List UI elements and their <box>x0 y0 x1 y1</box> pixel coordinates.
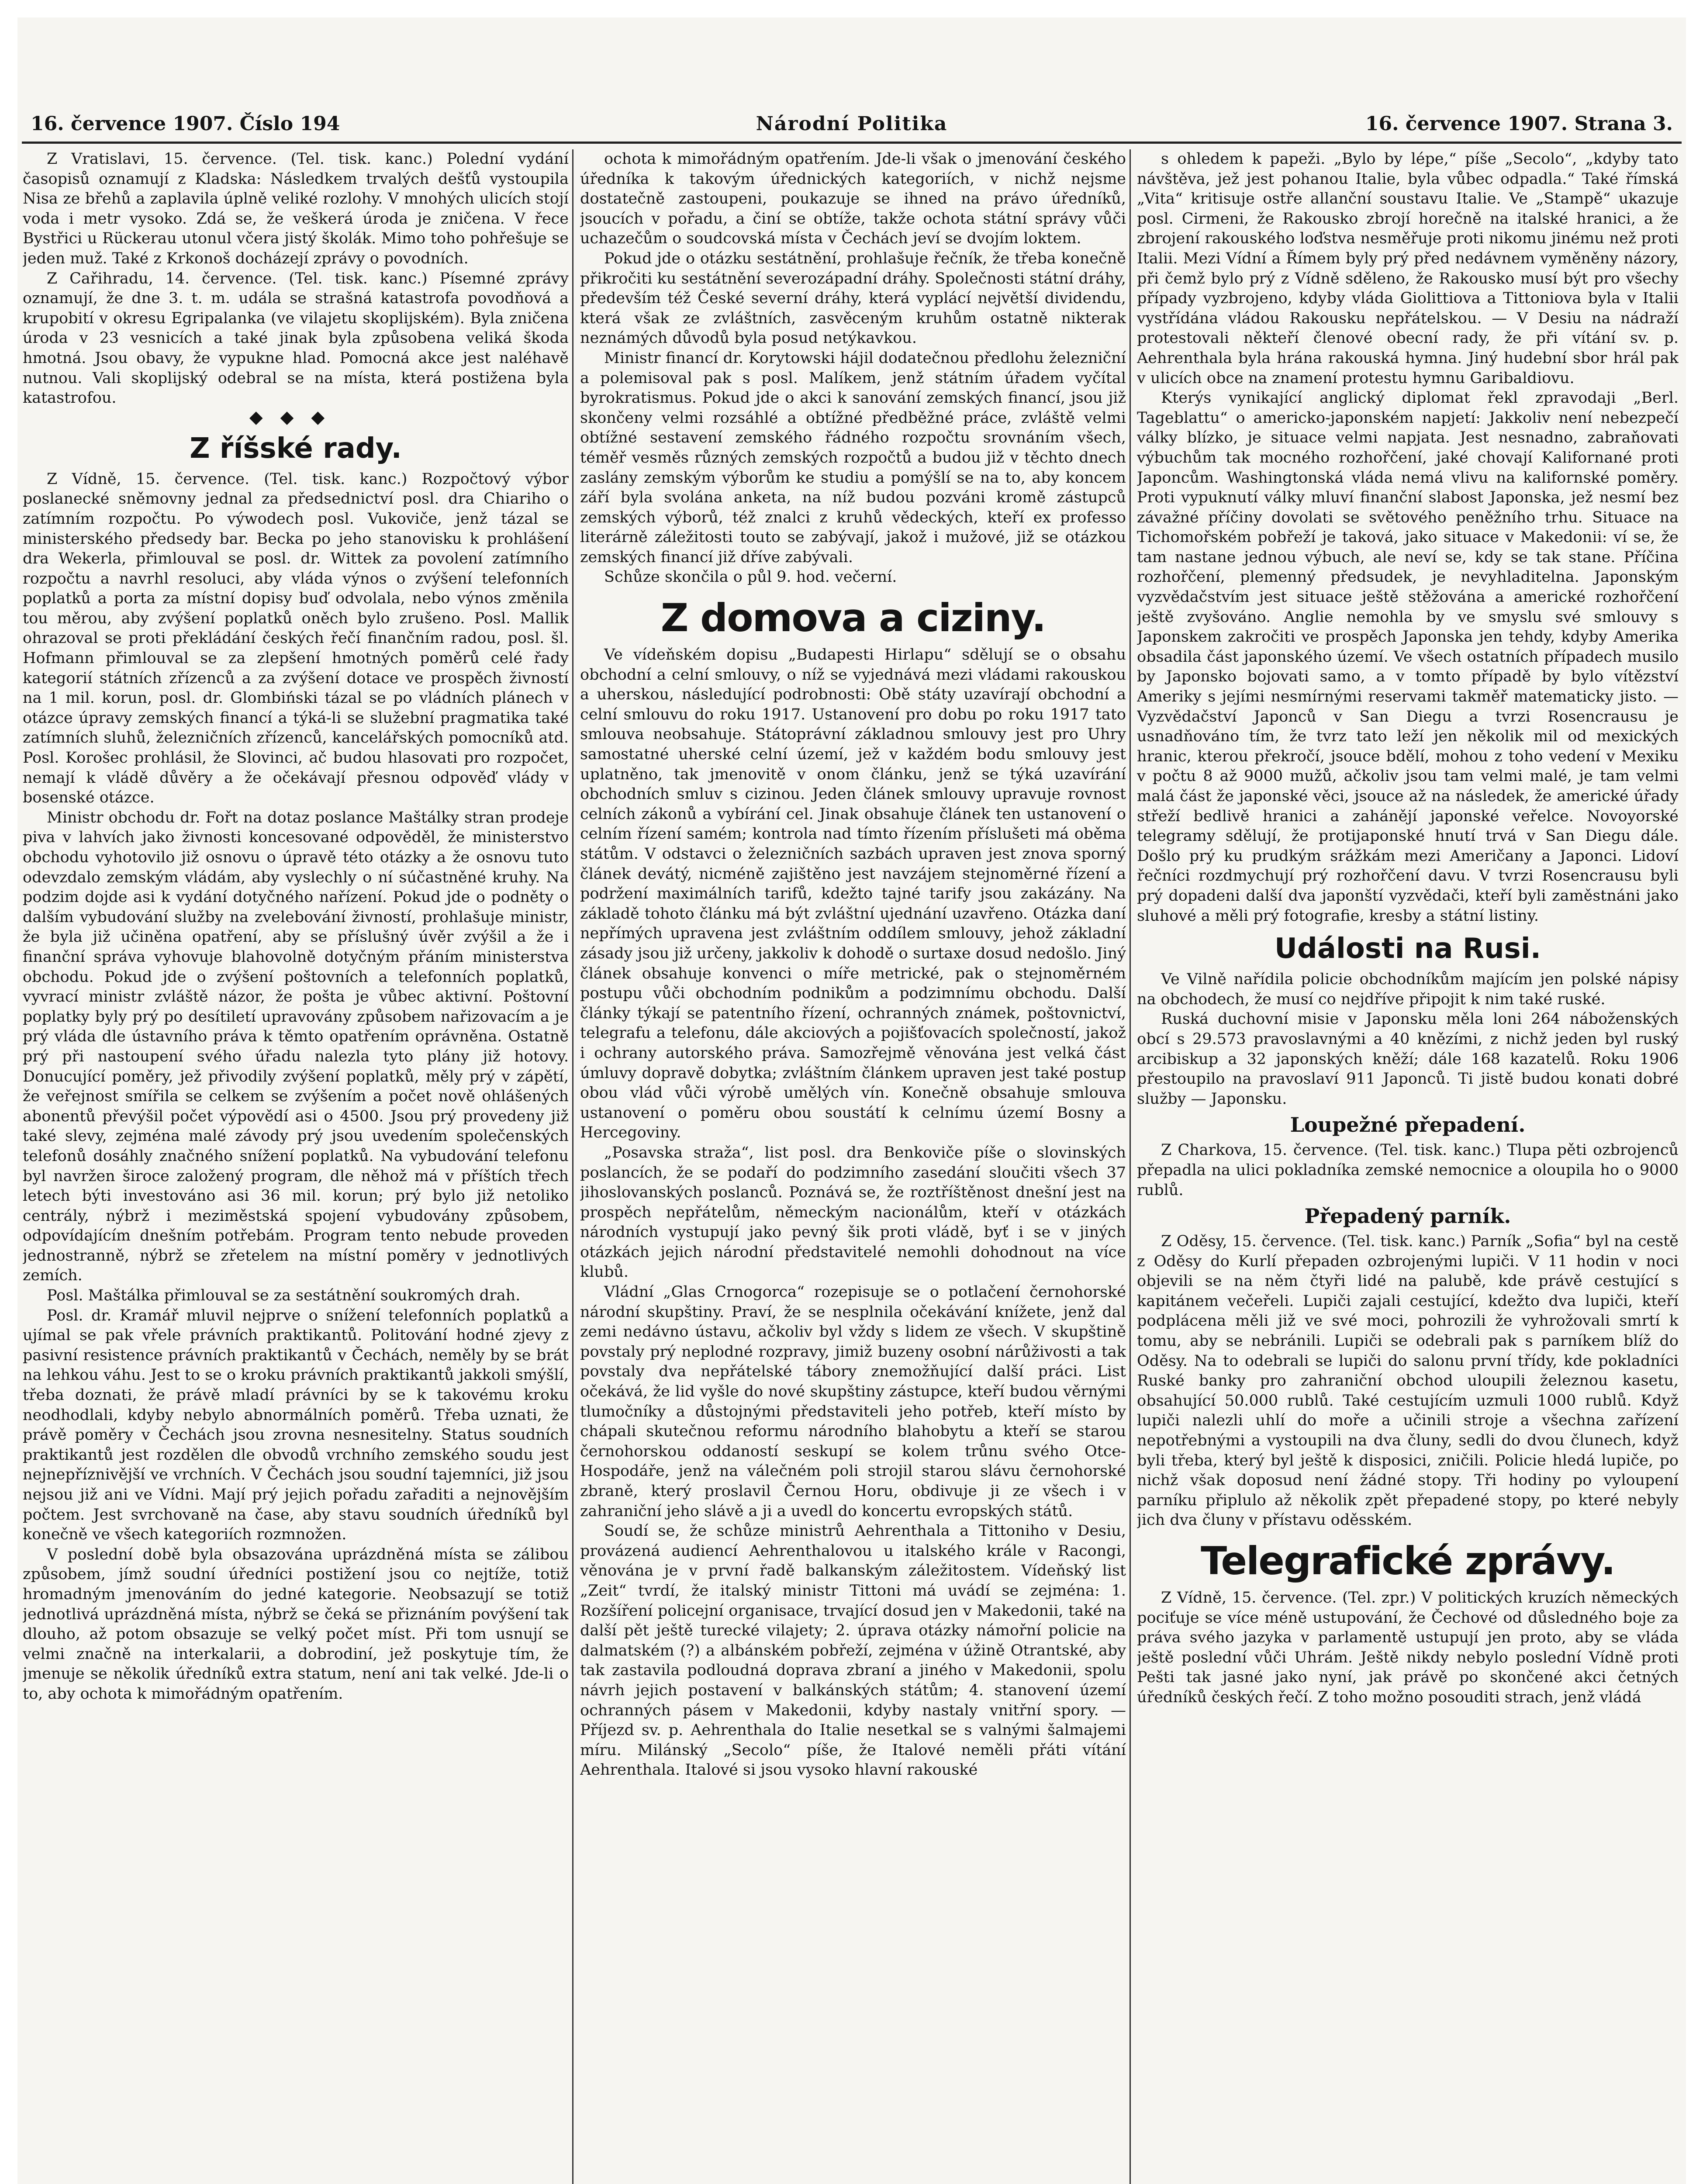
subsection-heading: Přepadený parník. <box>1304 1204 1511 1228</box>
article-paragraph: Pokud jde o otázku sestátnění, prohlašuje řečník, že třeba konečně přikročiti ku sestátnění severozápadní dráhy. Společnosti státní dráhy, především též České severní dráhy, která vyplácí největší dividendu, která však ze zvláštních, zasvěceným kruhům ostatně nikterak neznámých důvodů byla posud netýkavkou. <box>580 249 1126 347</box>
article-paragraph: Posl. dr. Kramář mluvil nejprve o snížení telefonních poplatků a ujímal se pak vřele právních praktikantů. Politování hodné zjevy z pasivní resistence právních praktikantů v Čechách, neměly by se brát na lehkou váhu. Jest to se o kroku právních praktikantů jakkoli smýšlí, třeba doznati, že právě mladí právníci by se k takovému kroku neodhodlali, kdyby nebylo abnormálních poměrů. Třeba uznati, že právě poměry v Čechách jsou zrovna nesnesitelny. Status soudních praktikantů jest rozdělen dle obvodů vrchního zemského soudu jest nejnepříznivější ve vrchních. V Čechách jsou soudní tajemníci, již jsou nejsou již ani ve Vídni. Mají prý jejich pořadu zařaditi a nejnovějším počtem. Jest svrchovaně na čase, aby stavu soudních úředníků byl konečně ve všech kategoriích rozmnožen. <box>23 1306 569 1544</box>
article-paragraph: Z Oděsy, 15. července. (Tel. tisk. kanc.) Parník „Sofia“ byl na cestě z Oděsy do Kurlí přepaden ozbrojenými lupiči. V 11 hodin v noci objevili se na něm čtyři lidé na palubě, kde právě cestující s kapitánem večeřeli. Lupiči zajali cestující, kdežto dva lupiči, kteří podplácena měli již ve své moci, pohrozili že vyhrožovali smrtí k tomu, aby se nebránili. Lupiči se odebrali pak s parníkem blíž do Oděsy. Na to odebrali se lupiči do salonu první třídy, kde pokladníci Ruské banky pro zahraniční obchod uloupili železnou kasetu, obsahující 50.000 rublů. Také cestujícím uzmuli 1000 rublů. Když lupiči nalezli uhlí do moře a učinili stroje a všechna zařízení nepotřebnými a vystoupili na dva čluny, sedli do dvou člunech, když byli třeba, který byl ještě k disposici, zničili. Policie hledá lupiče, po nichž však doposud není žádné stopy. Tři hodiny po vyloupení parníku připlulo až několik zpět přepadené stopy, po které nebyly jich dva čluny v přístavu oděsském. <box>1137 1233 1679 1529</box>
article-paragraph: V poslední době byla obsazována uprázdněná místa se zálibou způsobem, jímž soudní úředníci postižení jsou co nejtíže, totiž hromadným jmenováním do jedné kategorie. Neobsazují se totiž jednotlivá uprázdněná místa, nýbrž se čeká se přiznáním povýšení tak dlouho, až potom obsazuje se velký počet míst. Při tom usnují se velmi značně na interkalarii, a dobrodiní, jež poskytuje tím, že jmenuje se několik úředníků extra statum, není ani tak velké. Jde-li o to, aby ochota k mimořádným opatřením. <box>23 1545 569 1703</box>
header-date-page: 16. července 1907. Strana 3. <box>1365 113 1673 135</box>
header-rule <box>22 142 1682 144</box>
column-1 <box>23 149 569 2184</box>
column-separator <box>1130 149 1131 2184</box>
column-3 <box>1137 149 1679 2184</box>
article-paragraph: Posl. Maštálka přimlouval se za sestátnění soukromých drah. <box>47 1287 521 1305</box>
section-heading: Události na Rusi. <box>1275 933 1541 965</box>
article-paragraph: Ministr financí dr. Korytowski hájil dodatečnou předlohu železniční a polemisoval pak s posl. Malíkem, jenž státním úřadem vyčítal byrokratismus. Pokud jde o akci k sanování zemských financí, jsou již skončeny velmi rozsáhlé a obtížné předběžné práce, zvláště velmi obtížné sestavení zemského řádného rozpočtu srovnáním všech, téměř vesměs různých zemských rozpočtů a budou již v těchto dnech zaslány zemským výborům ke studiu a pomýšlí se na to, aby koncem září byla svolána anketa, na níž budou pozváni kromě zástupců zemských výborů, též znalci z kruhů vědeckých, kteří ex professo literárně záležitosti touto se zabývají, jakož i mužové, již se otázkou zemských financí již dříve zabývali. <box>580 349 1126 566</box>
section-ornament: ◆◆◆ <box>249 407 342 427</box>
article-paragraph: s ohledem k papeži. „Bylo by lépe,“ píše „Secolo“, „kdyby tato návštěva, jež jest pohanou Italie, byla vůbec odpadla.“ Také římská „Vita“ kritisuje ostře allanční soustavu Italie. Ve „Stampě“ ukazuje posl. Cirmeni, že Rakousko zbrojí horečně na italské hranici, a že zbrojení rakouského loďstva nesměřuje proti nikomu jinému než proti Italii. Mezi Vídní a Římem byly prý před nedávnem vyměněny názory, při čemž bylo prý z Vídně sděleno, že Rakousko musí být pro všechy případy vyzbrojeno, kdyby vláda Giolittiova a Tittoniova byla v Italii vystřídána vládou Rakousku nepřátelskou. — V Desiu na nádraží protestovali někteří členové obecní rady, že při vítání sv. p. Aehrenthala byla hrána rakouská hymna. Jiný hudební sbor hrál pak v ulicích obce na znamení protestu hymnu Garibaldiovu. <box>1137 150 1679 387</box>
page-header <box>26 113 1677 138</box>
article-paragraph: Soudí se, že schůze ministrů Aehrenthala a Tittoniho v Desiu, provázená audiencí Aehrenthalovou u italského krále v Racongi, věnována je v první řadě balkanským záležitostem. Vídeňský list „Zeit“ tvrdí, že italský ministr Tittoni má uvádí se zejména: 1. Rozšíření policejní organisace, trvající dosud jen v Makedonii, také na další pět ještě turecké vilajety; 2. úprava otázky námořní policie na dalmatském (?) a albánském pobřeží, zejména v úžině Otrantské, aby tak zastavila podloudná doprava zbraní a jiného v Makedonii, spolu návrh jejich postavení v balkánských státům; 4. stanovení území ochranných pásem v Makedonii, kdyby nastaly vnitřní spory. — Příjezd sv. p. Aehrenthala do Italie nesetkal se s valnými šalmajemi míru. Milánský „Secolo“ píše, že Italové neměli přáti vítání Aehrenthala. Italové si jsou vysoko hlavní rakouské <box>580 1522 1126 1779</box>
article-paragraph: Vládní „Glas Crnogorca“ rozepisuje se o potlačení černohorské národní skupštiny. Praví, že se nesplnila očekávání knížete, jenž dal zemi nedávno ústavu, ačkoliv byl vždy s lidem ze všech. V skupštině povstaly prý neplodné rozpravy, jimiž buzeny osobní nárůživosti a tak povstaly dva nepřátelské tábory znemožňující další práci. List očekává, že lid vyšle do nové skupštiny zástupce, kteří budou věrnými tlumočníky a důstojnými představiteli jeho potřeb, kteří místo by chápali skutečnou reformu národního blahobytu a kteří se starou černohorskou oddaností seskupí se kolem trůnu svého Otce-Hospodáře, jenž na válečném poli strojil starou slávu černohorské zbraně, který proslavil Černou Horu, obdivuje ji ze všech i v zahraniční jeho slávě a ji a uvedl do koncertu evropských států. <box>580 1283 1126 1520</box>
article-paragraph: „Posavska straža“, list posl. dra Benkoviče píše o slovinských poslancích, že se podaří do podzimního zasedání sloučiti všech 37 jihoslovanských poslanců. Poznává se, že roztříštěnost dnešní jest na prospěch nepřátelům, německým nacionálům, kteří v otázkách národních vystupují jako pevný šik proti vládě, byť i se v jiných otázkách jejich národní představitelé nemohli dohodnout na více klubů. <box>580 1144 1126 1281</box>
section-heading: Z říšské rady. <box>190 432 402 465</box>
article-paragraph: ochota k mimořádným opatřením. Jde-li však o jmenování českého úředníka k takovým úřednických kategoriích, v nichž nejsme dostatečně zastoupeni, poukazuje se ihned na právo úředníků, jsoucích v pořadu, a činí se obtíže, takže ochota státní správy vůči uchazečům o soudcovská místa v Čechách jeví se dvojím loktem. <box>580 150 1126 248</box>
section-heading: Telegrafické zprávy. <box>1201 1538 1615 1583</box>
subsection-heading: Loupežné přepadení. <box>1290 1113 1526 1137</box>
article-paragraph: Ruská duchovní misie v Japonsku měla loni 264 náboženských obcí s 29.573 pravoslavnými a 40 knězími, z nichž jeden byl ruský arcibiskup a 32 japonských kněží; dále 168 kazatelů. Roku 1906 přestoupilo na pravoslaví 911 Japonců. Ti jistě budou konati dobré služby — Japonsku. <box>1137 1010 1679 1108</box>
article-paragraph: Z Vídně, 15. července. (Tel. tisk. kanc.) Rozpočtový výbor poslanecké sněmovny jednal za předsednictví posl. dra Chiariho o zatímním rozpočtu. Po výwodech posl. Vukoviče, jenž tázal se ministerského předsedy bar. Becka po jeho stanovisku k prohlášení dra Wekerla, přimlouval se posl. dr. Wittek za povolení zatímního rozpočtu a navrhl resoluci, aby vláda výnos o zvýšení telefonních poplatků a porta za místní dopisy buď odvolala, nebo výnos změnila tou měrou, aby zvýšení poplatků oněch bylo zrušeno. Posl. Mallik ohrazoval se proti překládání českých řečí finančním radou, posl. šl. Hofmann přimlouval se za zlepšení hmotných poměrů celé řady kategorií státních zřízenců a za zvýšení dotace ve prospěch živností na 1 mil. korun, posl. dr. Glombiński tázal se po vládních plánech v otázce úpravy zemských financí a týká-li se služební pragmatika také zatímních sluhů, železničních zřízenců, kancelářských pomocníků atd. Posl. Korošec prohlásil, že Slovinci, ač budou hlasovati pro rozpočet, nemají k vládě důvěry a že očekávají přesnou odpověď vlády v bosenské otázce. <box>23 470 569 807</box>
article-paragraph: Z Vratislavi, 15. července. (Tel. tisk. kanc.) Polední vydání časopisů oznamují z Kladska: Následkem trvalých dešťů vystoupila Nisa ze břehů a zaplavila úplně veliké rozlohy. V mnohých ulicích stojí voda i metr vysoko. Zdá se, že veškerá úroda je zničena. V řece Bystřici u Rückerau utonul včera jistý školák. Mimo toho pohřešuje se jeden muž. Také z Krkonoš docházejí zprávy o povodních. <box>23 150 569 267</box>
column-separator <box>572 149 573 2184</box>
article-paragraph: Z Vídně, 15. července. (Tel. zpr.) V politických kruzích německých pociťuje se více méně ustupování, že Čechové od důsledného boje za práva svého jazyka v parlamentě ustupují jen proto, aby se vláda ještě poslední vůči Uhrám. Ještě nikdy nebylo poslední Vídně proti Pešti tak jasné jako nyní, jak právě po skončené akci četných úředníků českých řečí. Z toho možno posouditi strach, jenž vládá <box>1137 1589 1679 1706</box>
article-paragraph: Z Cařihradu, 14. července. (Tel. tisk. kanc.) Písemné zprávy oznamují, že dne 3. t. m. udála se strašná katastrofa povodňová a krupobití v okresu Egripalanka (ve vilajetu skoplijském). Byla zničena úroda v 23 vesnicích a také jinak byla způsobena veliká škoda hmotná. Jsou obavy, že vypukne hlad. Pomocná akce jest naléhavě nutnou. Vali skoplijský odebral se na místa, která postižena byla katastrofou. <box>23 270 569 407</box>
newspaper-page <box>17 17 1686 2184</box>
article-paragraph: Z Charkova, 15. července. (Tel. tisk. kanc.) Tlupa pěti ozbrojenců přepadla na ulici pokladníka zemské nemocnice a oloupila ho o 9000 rublů. <box>1137 1141 1679 1199</box>
column-2 <box>580 149 1126 2184</box>
masthead-title: Národní Politika <box>756 113 948 135</box>
article-paragraph: Schůze skončila o půl 9. hod. večerní. <box>604 568 897 586</box>
article-paragraph: Kterýs vynikající anglický diplomat řekl zpravodaji „Berl. Tageblattu“ o americko-japonském napjetí: Jakkoliv není nebezpečí války blízko, je situace velmi napjata. Jest nesnadno, zabraňovati výbuchům tak mocného rozhořčení, jaké chovají Kalifornané proti Japoncům. Washingtonská vláda nemá vlivu na kalifornské poměry. Proti vypuknutí války mluví finanční slabost Japonska, jež nesmí bez závažné příčiny dovolati se světového peněžního trhu. Situace na Tichomořském pobřeží je taková, jako situace v Makedonii: ví se, že tam nastane jednou výbuch, ale neví se, kdy se tak stane. Příčina rozhořčení, plemenný předsudek, je nevyhladitelna. Japonským vyzvědačstvím jest situace ještě stěžována a americké rozhořčení ještě zvyšováno. Anglie nemohla by ve smyslu své smlouvy s Japonskem zakročiti ve prospěch Japonska jen tehdy, kdyby Amerika obsadila část japonského území. Ve všech ostatních případech musilo by Japonsko bojovati samo, a v tomto případě by bylo vítězství Ameriky s jejími nesmírnými reservami takměř matematicky jisto. — Vyzvědačství Japonců v San Diegu a tvrzi Rosencrausu je usnadňováno tím, že tvrz tato leží jen několik mil od mexických hranic, kterou překročí, jsouce bdělí, mohou z toho vedení v Mexiku v počtu 8 až 9000 mužů, ačkoliv jsou tam velmi malé, je tam velmi malá část že japonské věci, jsouce až na následek, že americké úřady střeží bedlivě hranici a zahánějí japonské veřelce. Novoyorské telegramy sdělují, že protijaponské hnutí trvá v San Diegu dále. Došlo prý ku prudkým srážkám mezi Američany a Japonci. Lidoví řečníci rozdmychují prý rozhořčení davu. V tvrzi Rosencrausu byli prý dopadeni další dva japonští vyzvědači, kteří byli zaměstnáni jako sluhové a měli prý fotografie, kresby a státní listiny. <box>1137 389 1679 925</box>
article-paragraph: Ve Vilně nařídila policie obchodníkům majícím jen polské nápisy na obchodech, že musí co nejdříve připojit k nim také ruské. <box>1137 971 1679 1008</box>
article-paragraph: Ministr obchodu dr. Fořt na dotaz poslance Maštálky stran prodeje piva v lahvích jako živnosti koncesované odpověděl, že ministerstvo obchodu vyhotovilo již osnovu o úpravě této otázky a že osnovu tuto odevzdalo zemským vládám, aby vyslechly o ní súčastněné kruhy. Na podzim dojde asi k vydání dotyčného nařízení. Pokud jde o podněty o dalším vybudování služby na zvelebování živností, prohlašuje ministr, že byla již učiněna opatření, aby se příslušný úvěr zvýšil a že i finanční správa vyhovuje blahovolně dotyčným přáním ministerstva obchodu. Pokud jde o zvýšení poštovních a telefonních poplatků, vyvrací ministr zvláště názor, že pošta je vůbec aktivní. Poštovní poplatky byly prý po desítiletí upravovány způsobem nařizovacím a je prý vláda dle ústavního práva k těmto opatřením oprávněna. Ostatně prý při nastoupení svého úřadu nalezla tyto plány již hotovy. Donucující poměry, jež přivodily zvýšení poplatků, měly prý v zápětí, že veřejnost smířila se celkem se zvýšením a počet nově ohlášených abonentů převýšil počet výpovědí asi o 4500. Jsou prý provedeny již také slevy, zejména malé závody prý jsou uvedením společenských telefonů dosáhly značného snížení poplatků. Na vybudování telefonu byl navržen široce založený program, dle něhož má v příštích třech letech býti investováno asi 36 mil. korun; prý bylo již netoliko centrály, nýbrž i meziměstská spojení vybudovány způsobem, odpovídajícím dnešním potřebám. Program tento nebude proveden jednostranně, nýbrž se zřetelem na místní poměry v jednotlivých zemích. <box>23 809 569 1285</box>
header-date-issue: 16. července 1907. Číslo 194 <box>31 113 340 135</box>
section-heading: Z domova a ciziny. <box>660 595 1046 641</box>
article-paragraph: Ve vídeňském dopisu „Budapesti Hirlapu“ sdělují se o obsahu obchodní a celní smlouvy, o níž se vyjednává mezi vládami rakouskou a uherskou, následující podrobnosti: Obě státy uzavírají obchodní a celní smlouvu do roku 1917. Ustanovení pro dobu po roku 1917 tato smlouva neobsahuje. Státoprávní základnou smlouvy jest pro Uhry samostatné uherské celní území, jež v každém bodu smlouvy jest uplatněno, tak jmenovitě v onom článku, jenž se týká uzavírání obchodních smluv s cizinou. Jeden článek smlouvy upravuje rovnost celních zákonů a vybírání cel. Jinak obsahuje článek ten ustanovení o celním řízení samém; kontrola nad tímto řízením příslušeti má oběma státům. V odstavci o železničních sazbách upraven jest znova sporný článek devátý, nicméně zajištěno jest navzájem stejnoměrné řízení a podržení maximálních tarifů, kdežto tajné tarify jsou zakázány. Na základě tohoto článku má být zvláštní ujednání uzavřeno. Otázka daní nepřímých upravena jest zvláštním oddílem smlouvy, jehož základní zásady jsou již určeny, jakkoliv k dohodě o surtaxe dosud nedošlo. Jiný článek obsahuje konvenci o míře metrické, pak o stejnoměrném postupu vůči obchodním podnikům a podzimnímu obchodu. Další články týkají se patentního řízení, ochranných známek, poštovnictví, telegrafu a telefonu, dále akciových a pojišťovacích společností, jakož i ochrany autorského práva. Samozřejmě věnována jest velká část úmluvy dopravě dobytka; zvláštním článkem upraven jest také postup obou vlád vůči výrobě umělých vín. Konečně obsahuje smlouva ustanovení o poměru obou soustátí k celnímu území Bosny a Hercegoviny. <box>580 646 1126 1142</box>
